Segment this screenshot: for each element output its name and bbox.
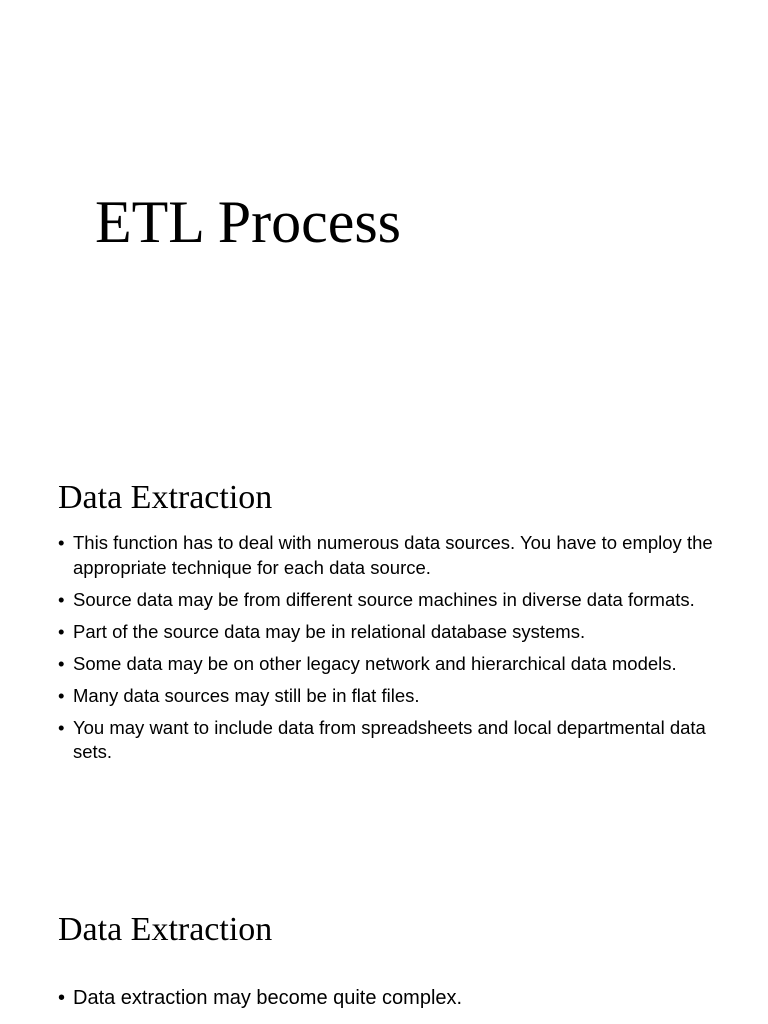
bullet-item bbox=[58, 620, 718, 645]
bullet-dot-icon: • bbox=[58, 716, 65, 738]
bullet-item bbox=[58, 684, 718, 709]
bullet-text: You may want to include data from spreadsheets and local departmental data sets. bbox=[73, 716, 706, 762]
bullet-item bbox=[58, 588, 718, 613]
bullet-item bbox=[58, 652, 718, 677]
bullet-item bbox=[58, 531, 718, 580]
bullet-text: Data extraction may become quite complex. bbox=[73, 987, 463, 1009]
bullet-dot-icon: • bbox=[58, 620, 65, 642]
bullet-text: This function has to deal with numerous data sources. You have to employ the appropriate technique for each data source. bbox=[73, 532, 713, 578]
bullet-text: Some data may be on other legacy network and hierarchical data models. bbox=[73, 652, 677, 674]
bullet-dot-icon: • bbox=[58, 532, 65, 553]
bullet-dot-icon: • bbox=[58, 987, 66, 1009]
bullet-item bbox=[58, 985, 718, 1011]
bullet-dot-icon: • bbox=[58, 588, 65, 610]
bullet-item bbox=[58, 716, 718, 765]
bullet-text: Part of the source data may be in relational database systems. bbox=[73, 620, 586, 642]
section-heading-data-extraction: Data Extraction bbox=[58, 479, 273, 516]
bullet-text: Many data sources may still be in flat files. bbox=[73, 684, 420, 706]
bullet-dot-icon: • bbox=[58, 684, 65, 706]
bullet-list-data-extraction bbox=[58, 531, 718, 772]
slide-title: ETL Process bbox=[95, 189, 402, 255]
section-heading-data-extraction-2: Data Extraction bbox=[58, 911, 273, 948]
bullet-dot-icon: • bbox=[58, 652, 65, 674]
bullet-list-data-extraction-2 bbox=[58, 985, 718, 1019]
bullet-text: Source data may be from different source machines in diverse data formats. bbox=[73, 588, 695, 610]
